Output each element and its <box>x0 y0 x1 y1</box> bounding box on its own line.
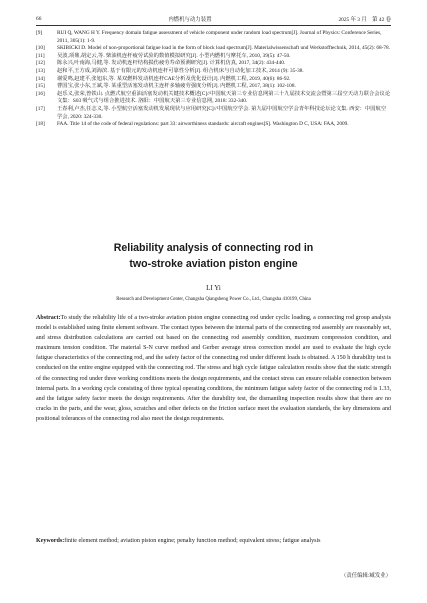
keywords-text: finite element method; aviation piston engine; penalty function method; equivalent stress; fatigue analysis <box>64 538 321 544</box>
abstract-text: To study the reliability life of a two-stroke aviation piston engine connecting rod under cyclic loading, a connecting rod group analysis model is established using finite element software. The contact types between the internal parts of the connecting rod assembly are reasonably set, and stress distribution calculations are carried out based on the connecting rod assembly condition, maximum compression condition, and maximum tension condition. The material S-N curve method and Gerber average stress correction model are used to evaluate the high cycle fatigue characteristics of the connecting rod, and the safety factor of the connecting rod under different loads is obtained. A 150 h durability test is conducted on the entire engine equipped with the connecting rod. The stress and high cycle fatigue calculation results show that the static strength of the connecting rod under three working conditions meets the design requirements, and the contact stress can ensure reliable connection between internal parts. In a working cycle consisting of three typical operating conditions, the minimum fatigue safety factor of the connecting rod is 1.33, and the fatigue safety factor meets the design requirements. After the durability test, the dismantling inspection results show that there are no cracks in the parts, and the wear, gloss, scratches and other defects on the friction surface meet the evaluation standards, the key dimensions and positional tolerances of the connecting rod also meet the design requirements. <box>36 315 391 422</box>
abstract-label: Abstract: <box>36 315 61 321</box>
running-header <box>36 13 391 24</box>
reference-item: [13] 赵和平,王方成,刘海滨. 基于有限元的发动机连杆可靠性分析[J]. 组合机床与自动化加工技术, 2014 (9): 35-38. <box>36 67 304 74</box>
reference-item: [12] 陈永兴,叶南海,马健,等. 发动机连杆结构损伤疲劳寿命预测研究[J]. 计算机仿真, 2017, 34(2): 434-440. <box>36 60 286 67</box>
author-name: LI Yi <box>206 284 221 292</box>
reference-list <box>36 30 391 129</box>
page-number: 66 <box>36 15 42 22</box>
issue-info: 2025 年 3 月 第 42 卷 <box>338 16 391 23</box>
reference-item: [14] 谢爱鸣,赵建平,张旭东,等. 某双燃料发动机连杆CAE分析及优化设计[J]. 内燃机工程, 2019, 40(6): 86-92. <box>36 75 291 82</box>
reference-item: [16] 赵乐义,张荣,曾铁山. 点燃式航空重油活塞发动机关键技术概述[C]//中国航天第三专业信息网第三十九届技术交流会暨第三届空天动力联合会议论文集：S03 吸气式与组合推进技术. 洛阳：中国航天第三专业信息网, 2018: 332-340. <box>36 90 391 105</box>
keywords <box>36 536 391 546</box>
abstract <box>36 313 391 424</box>
reference-item: [11] 吴波,项鼎,胡定云,等. 柴油机连杆疲劳试验的数值模拟研究[J]. 小型内燃机与摩托车, 2010, 39(5): 47-50. <box>36 52 291 59</box>
header-rule <box>36 25 391 26</box>
editor-note: （责任编辑:臧发业） <box>340 573 391 579</box>
journal-name: 内燃机与动力装置 <box>168 16 212 23</box>
reference-item: [9] RUI Q, WANG H Y. Frequency domain fatigue assessment of vehicle component under random load spectrum[J]. Journal of Physics: Conference Series, 2011, 305(1): 1-9. <box>36 30 382 44</box>
title-line-1: Reliability analysis of connecting rod in <box>113 242 314 254</box>
reference-item: [17] 王春利,卢杰,任志义,等. 小型航空活塞发动机发展现状与应用研究[C]//中国航空学会. 第九届中国航空学会青年科技论坛论文集. 西安：中国航空学会, 2020: 324-330. <box>36 105 387 120</box>
article-title <box>36 240 391 272</box>
reference-item: [10] SKIBICKI D. Model of non-proportional fatigue load in the form of block load spectrum[J]. Materialwissenschaft und Werkstofftechnik, 2014, 45(2): 68-78. <box>36 45 391 52</box>
keywords-label: Keywords: <box>36 538 65 544</box>
reference-item: [18] FAA. Title 14 of the code of federal regulations: part 33: airworthiness standards: aircraft engines[S]. Washington D C, USA: FAA, 2009. <box>36 121 349 128</box>
reference-item: [15] 曹国宝,张小东,王斌,等. 某重型活塞发动机主连杆多轴疲劳强度分析[J]. 内燃机工程, 2017, 38(1): 102-108. <box>36 83 296 90</box>
author-affiliation: Research and Development Center, Changsha Qiangsheng Power Co., Ltd., Changsha 410199, China <box>116 297 311 302</box>
title-line-2: two-stroke aviation piston engine <box>129 258 298 270</box>
